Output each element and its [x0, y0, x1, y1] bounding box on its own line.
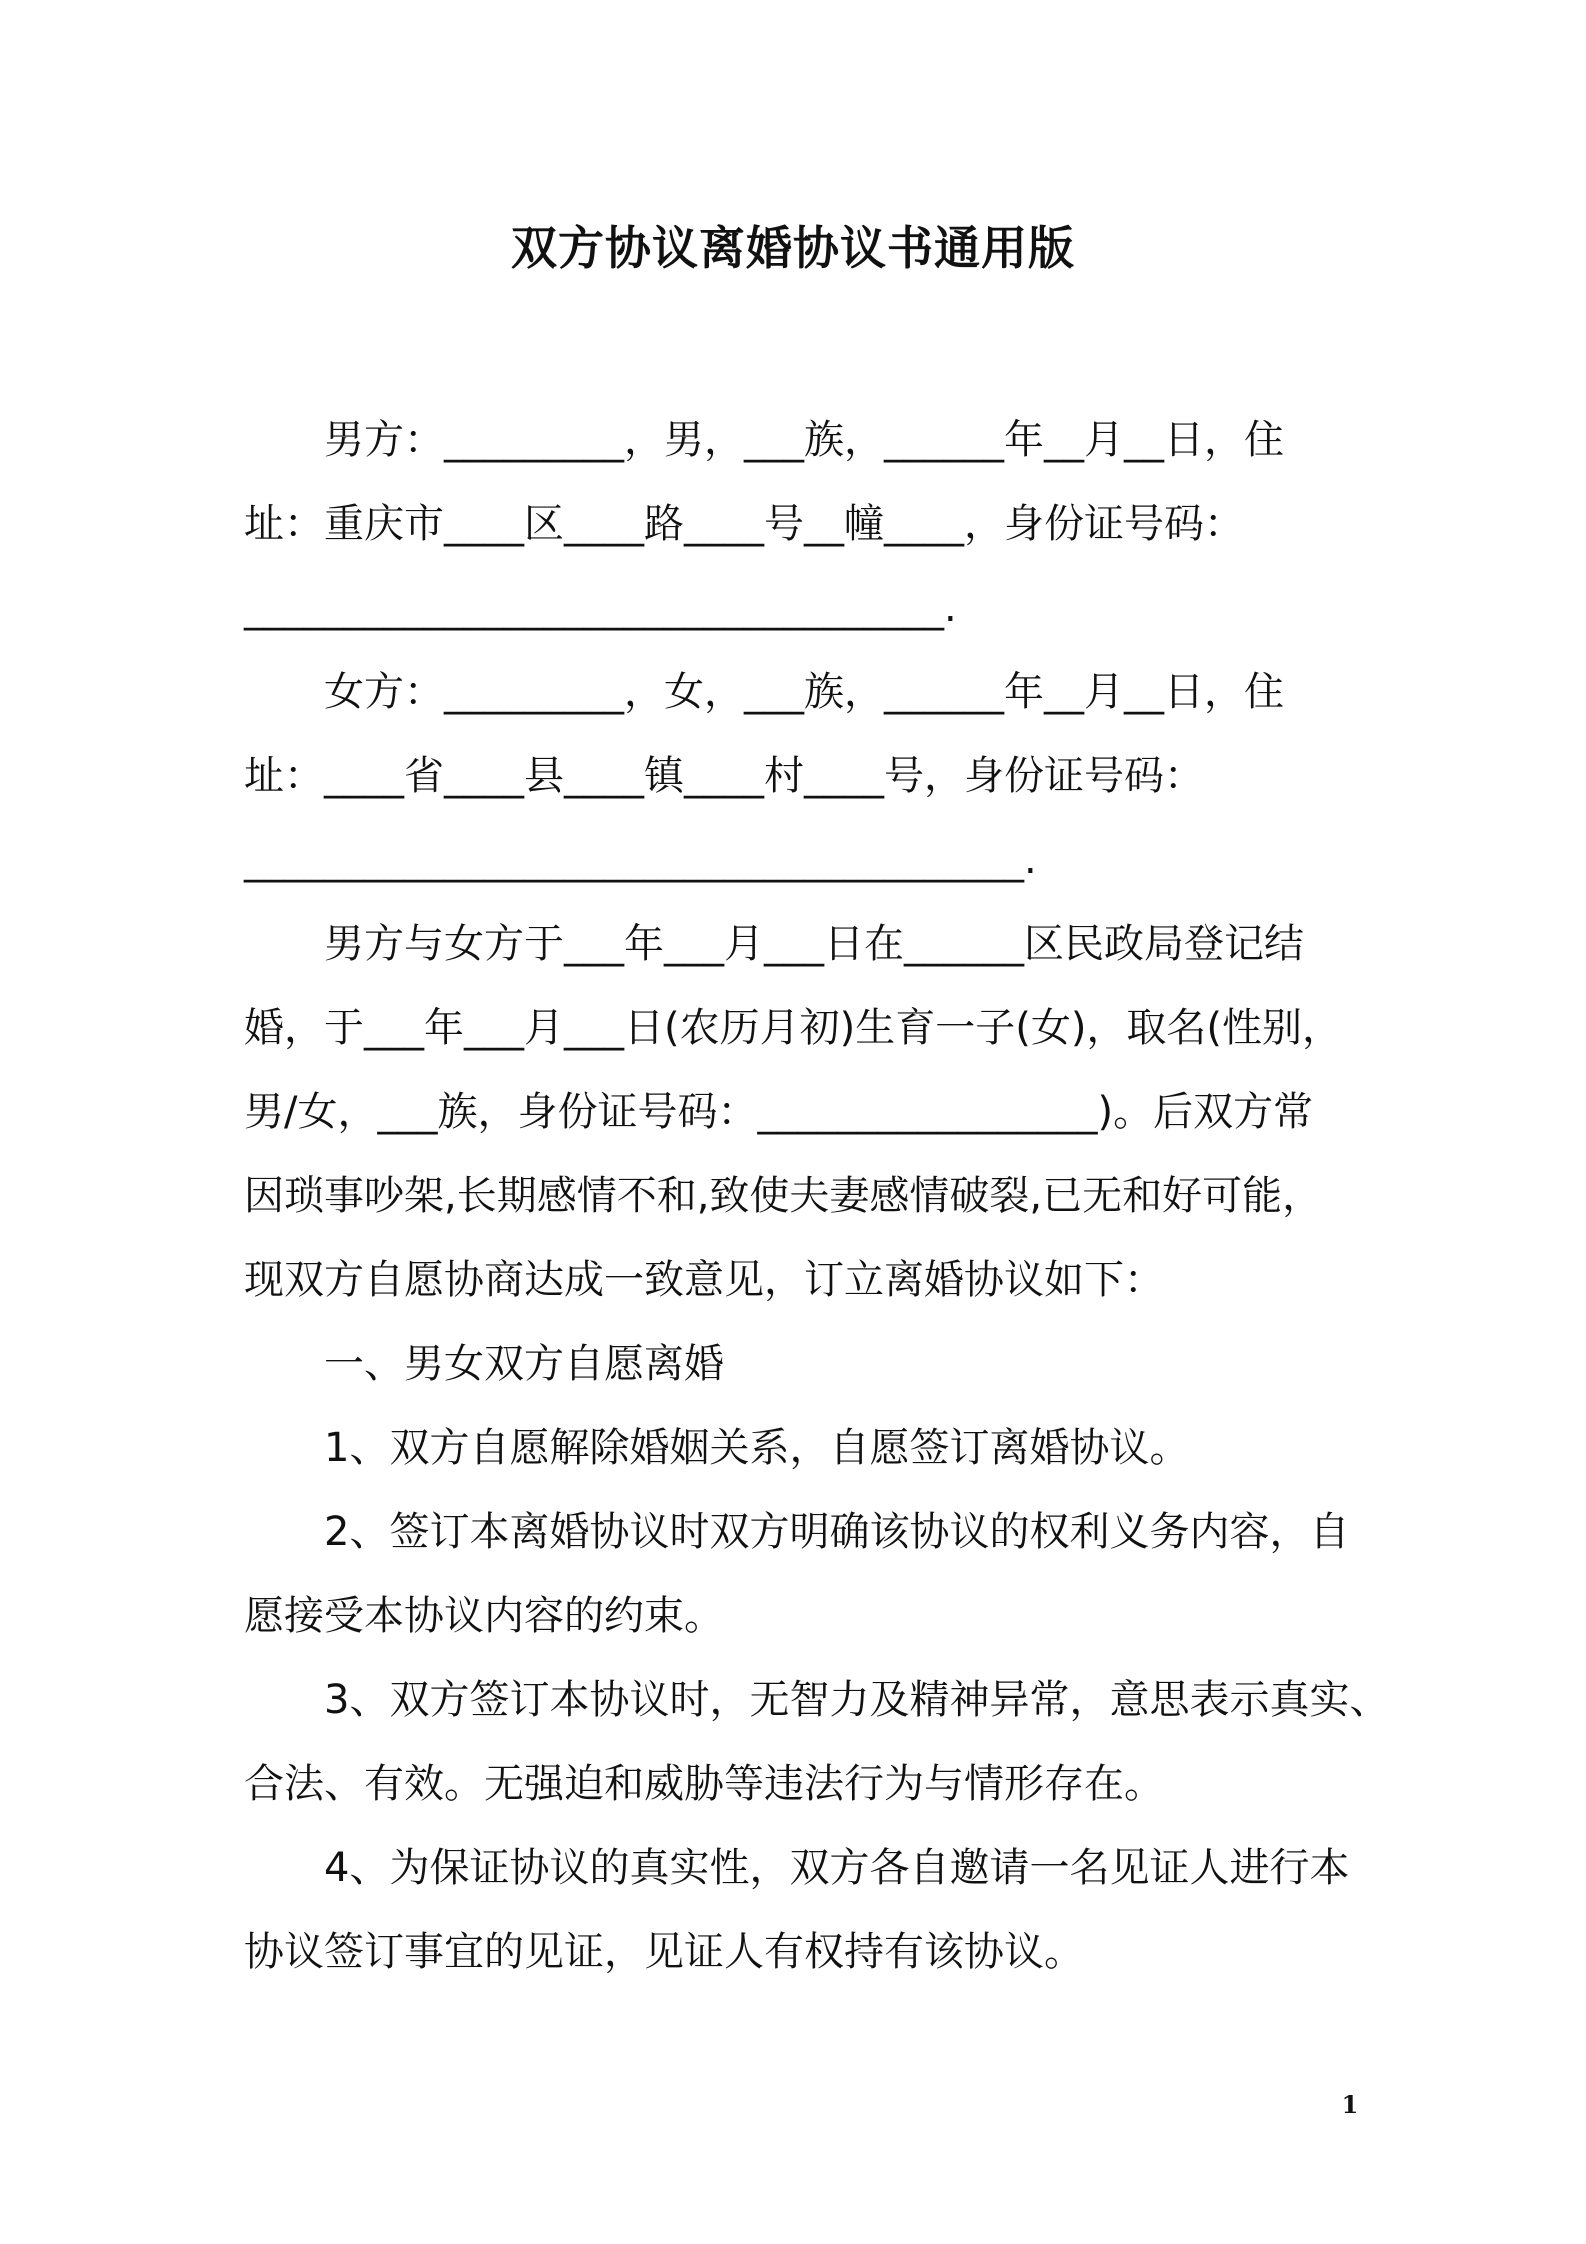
- page-number: 1: [1341, 2090, 1359, 2119]
- clause-2-line-2: 愿接受本协议内容的约束。: [244, 1593, 724, 1639]
- clause-4-line-1: 4、为保证协议的真实性，双方各自邀请一名见证人进行本: [324, 1845, 1350, 1891]
- section-heading-1: 一、男女双方自愿离婚: [324, 1341, 724, 1387]
- paragraph-line-marriage-5: 现双方自愿协商达成一致意见，订立离婚协议如下：: [244, 1257, 1164, 1303]
- paragraph-line-marriage-4: 因琐事吵架,长期感情不和,致使夫妻感情破裂,已无和好可能，: [244, 1173, 1323, 1219]
- paragraph-line-marriage-1: 男方与女方于___年___月___日在______区民政局登记结: [324, 921, 1304, 967]
- clause-3-line-2: 合法、有效。无强迫和威胁等违法行为与情形存在。: [244, 1761, 1164, 1807]
- paragraph-line-female-address: 址：____省____县____镇____村____号，身份证号码：: [244, 753, 1204, 799]
- paragraph-line-female-id: _______________________________________.: [244, 837, 1037, 883]
- paragraph-line-marriage-3: 男/女，___族，身份证号码：_________________)。后双方常: [244, 1089, 1314, 1135]
- paragraph-line-marriage-2: 婚，于___年___月___日(农历月初)生育一子(女)，取名(性别，: [244, 1005, 1343, 1051]
- paragraph-line-male-party: 男方：_________，男，___族，______年__月__日，住: [324, 417, 1284, 463]
- clause-4-line-2: 协议签订事宜的见证，见证人有权持有该协议。: [244, 1929, 1084, 1975]
- clause-2-line-1: 2、签订本离婚协议时双方明确该协议的权利义务内容，自: [324, 1509, 1350, 1555]
- paragraph-line-male-id: ___________________________________.: [244, 585, 957, 631]
- clause-3-line-1: 3、双方签订本协议时，无智力及精神异常，意思表示真实、: [324, 1677, 1390, 1723]
- paragraph-line-male-address: 址：重庆市____区____路____号__幢____，身份证号码：: [244, 501, 1244, 547]
- clause-1: 1、双方自愿解除婚姻关系，自愿签订离婚协议。: [324, 1425, 1190, 1471]
- paragraph-line-female-party: 女方：_________，女，___族，______年__月__日，住: [324, 669, 1284, 715]
- document-title: 双方协议离婚协议书通用版: [511, 221, 1075, 275]
